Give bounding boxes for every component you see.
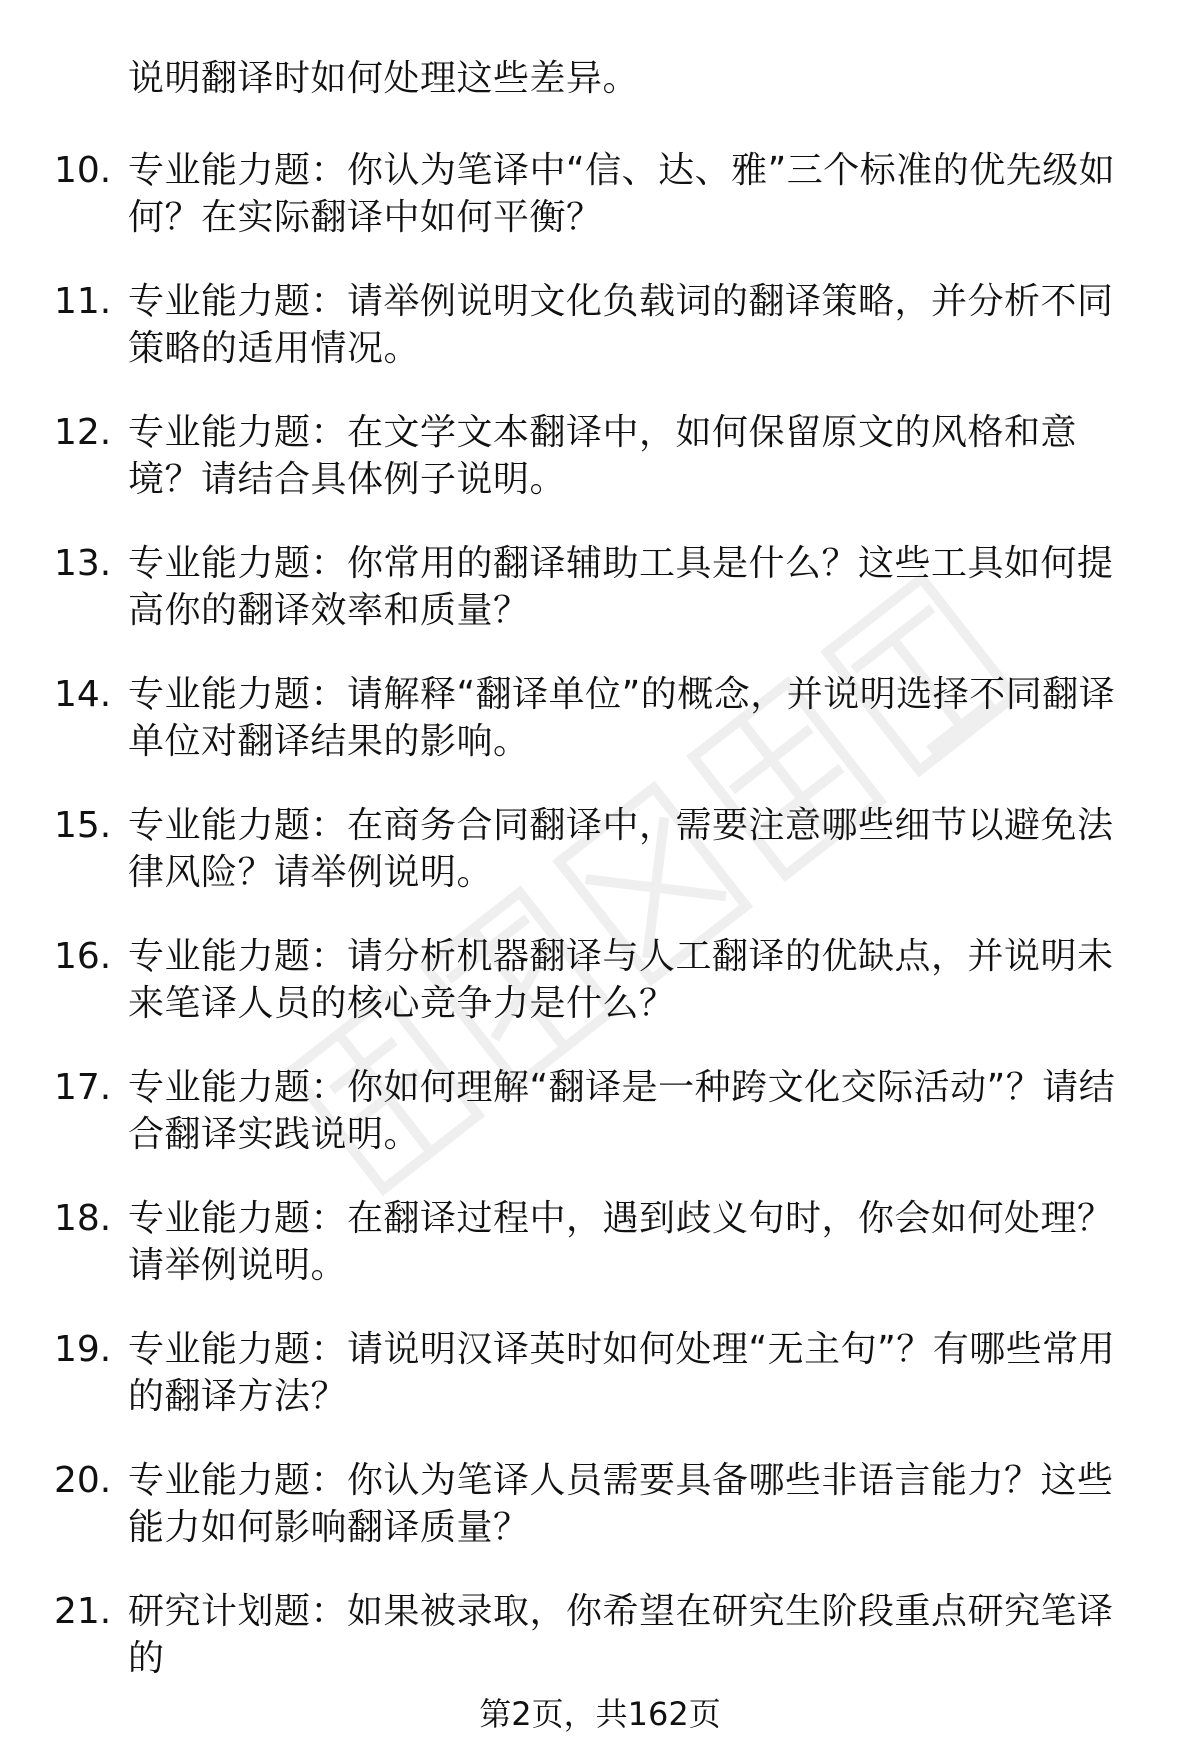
question-number: 12. <box>54 412 112 453</box>
question-text: 专业能力题：你常用的翻译辅助工具是什么？这些工具如何提高你的翻译效率和质量？ <box>128 543 1114 631</box>
question-item-16 <box>0 933 1200 1064</box>
question-text: 专业能力题：请说明汉译英时如何处理“无主句”？有哪些常用的翻译方法？ <box>128 1329 1116 1417</box>
question-number: 11. <box>54 281 112 322</box>
question-item-17 <box>0 1064 1200 1195</box>
question-item-14 <box>0 671 1200 802</box>
question-list <box>0 147 1200 1719</box>
question-text: 专业能力题：在商务合同翻译中，需要注意哪些细节以避免法律风险？请举例说明。 <box>128 805 1114 893</box>
question-text: 专业能力题：请解释“翻译单位”的概念，并说明选择不同翻译单位对翻译结果的影响。 <box>128 674 1116 762</box>
question-text: 专业能力题：你如何理解“翻译是一种跨文化交际活动”？请结合翻译实践说明。 <box>128 1067 1116 1155</box>
question-item-12 <box>0 409 1200 540</box>
question-number: 16. <box>54 936 112 977</box>
question-item-15 <box>0 802 1200 933</box>
question-number: 17. <box>54 1067 112 1108</box>
question-item-10 <box>0 147 1200 278</box>
question-number: 14. <box>54 674 112 715</box>
question-number: 21. <box>54 1591 112 1632</box>
question-item-13 <box>0 540 1200 671</box>
question-number: 15. <box>54 805 112 846</box>
question-text: 研究计划题：如果被录取，你希望在研究生阶段重点研究笔译的 <box>128 1591 1114 1679</box>
question-number: 18. <box>54 1198 112 1239</box>
question-item-18 <box>0 1195 1200 1326</box>
question-item-11 <box>0 278 1200 409</box>
question-text: 专业能力题：你认为笔译人员需要具备哪些非语言能力？这些能力如何影响翻译质量？ <box>128 1460 1114 1548</box>
question-text: 专业能力题：请举例说明文化负载词的翻译策略，并分析不同策略的适用情况。 <box>128 281 1114 369</box>
question-item-20 <box>0 1457 1200 1588</box>
question-number: 20. <box>54 1460 112 1501</box>
question-item-19 <box>0 1326 1200 1457</box>
question-number: 10. <box>54 150 112 191</box>
page-footer: 第2页，共162页 <box>479 1695 721 1733</box>
question-text: 专业能力题：在翻译过程中，遇到歧义句时，你会如何处理？请举例说明。 <box>128 1198 1114 1286</box>
continuation-text: 说明翻译时如何处理这些差异。 <box>128 58 640 99</box>
question-text: 专业能力题：在文学文本翻译中，如何保留原文的风格和意境？请结合具体例子说明。 <box>128 412 1078 500</box>
question-text: 专业能力题：你认为笔译中“信、达、雅”三个标准的优先级如何？在实际翻译中如何平衡？ <box>128 150 1116 238</box>
question-number: 13. <box>54 543 112 584</box>
question-number: 19. <box>54 1329 112 1370</box>
question-text: 专业能力题：请分析机器翻译与人工翻译的优缺点，并说明未来笔译人员的核心竞争力是什么？ <box>128 936 1114 1024</box>
